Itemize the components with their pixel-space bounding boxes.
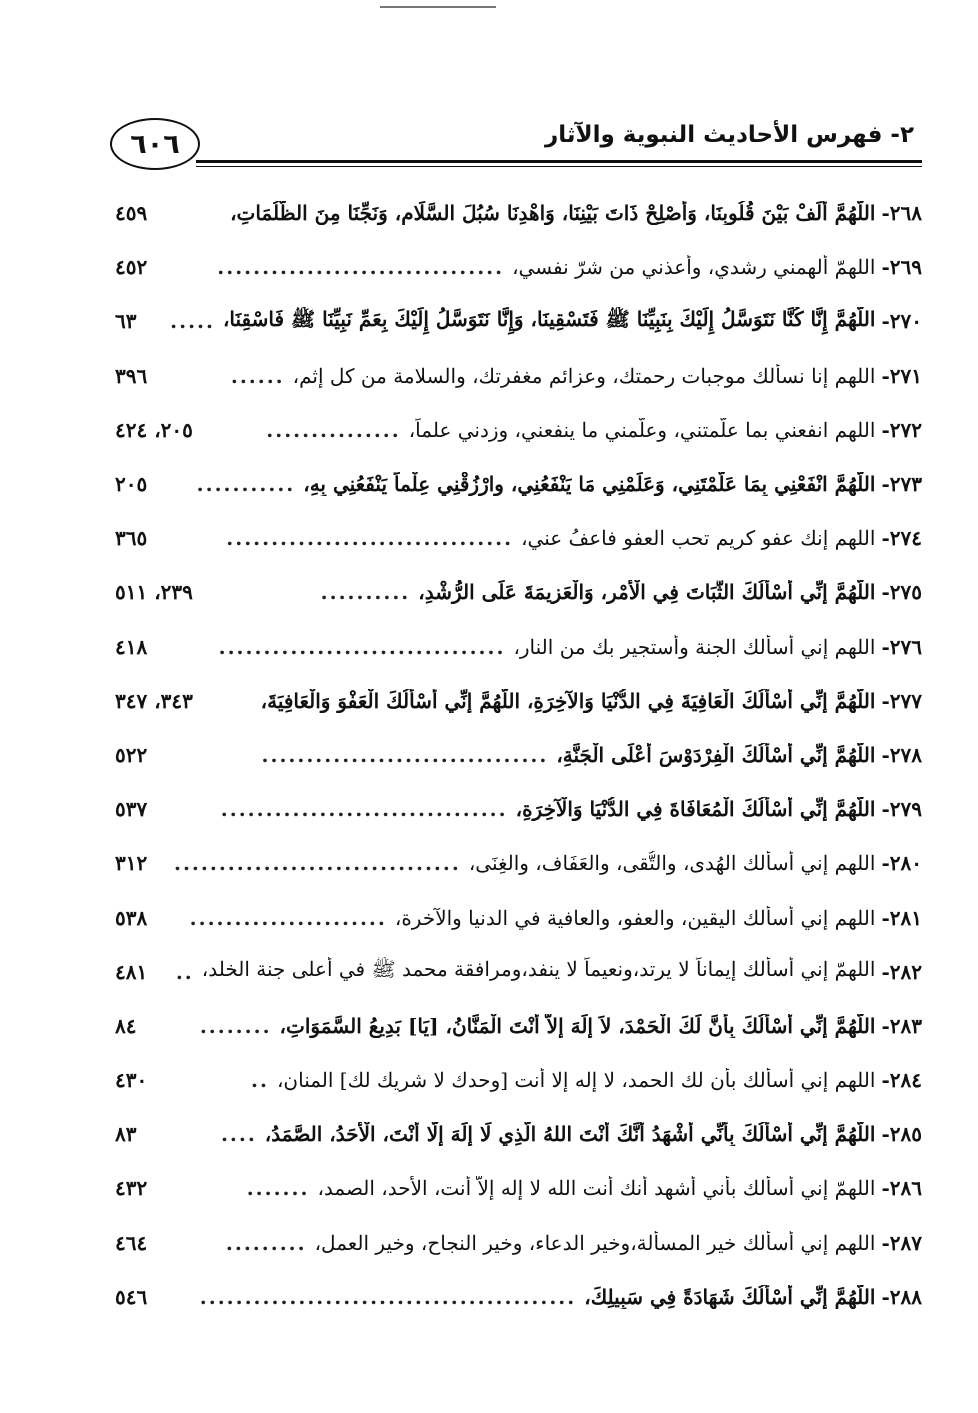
page-references: ٢٣٩، ٥١١ bbox=[115, 580, 193, 605]
entry-number: ٢٧٤- bbox=[881, 526, 922, 551]
page-references: ٦٣ bbox=[115, 309, 137, 334]
entry-number: ٢٦٨- bbox=[881, 201, 922, 226]
leader-dots: ....... bbox=[246, 1176, 310, 1201]
page-references: ٥٣٧ bbox=[115, 797, 148, 822]
entry-text: اللَّهُمَّ إِنِّي أَسْأَلُكَ بِأَنَّ لَكَ الْحَمْدَ، لاَ إِلَهَ إِلاَّ أَنْتَ الْمَنَّانُ، [يَا] بَدِيعُ السَّمَوَاتِ، bbox=[279, 1013, 876, 1038]
page-references: ٤٥٩ bbox=[115, 201, 148, 226]
index-entry bbox=[115, 240, 922, 294]
entry-text: اللهمّ إني أسألك بأني أشهد أنك أنت الله لا إله إلاّ أنت، الأحد، الصمد، bbox=[317, 1176, 876, 1201]
index-entry bbox=[115, 294, 922, 348]
entry-text: اللهم إني أسألك بأن لك الحمد، لا إله إلا أنت [وحدك لا شريك لك] المنان، bbox=[276, 1068, 876, 1093]
entry-text: اللَّهُمَّ إِنِّي أَسْأَلُكَ الْفِرْدَوْسَ أَعْلَى الْجَنَّةِ، bbox=[556, 742, 876, 767]
leader-dots: ............... bbox=[266, 417, 401, 442]
entry-number: ٢٧١- bbox=[881, 363, 922, 388]
leader-dots: ................................ bbox=[220, 797, 508, 822]
leader-dots: ................................ bbox=[218, 634, 506, 659]
leader-dots: .......... bbox=[320, 580, 411, 605]
entry-number: ٢٨٢- bbox=[881, 959, 922, 984]
entry-text: اللهم إنا نسألك موجبات رحمتك، وعزائم مغفرتك، والسلامة من كل إثم، bbox=[292, 363, 876, 388]
page-references: ٥٣٨ bbox=[115, 905, 148, 930]
entry-number: ٢٨٨- bbox=[881, 1284, 922, 1309]
index-entry bbox=[115, 620, 922, 674]
section-title: ٢- فهرس الأحاديث النبوية والآثار bbox=[544, 122, 914, 148]
entry-text: اللَّهُمَّ انْفَعْنِي بِمَا عَلَّمْتَنِي، وَعَلِّمْنِي مَا يَنْفَعُنِي، وارْزُقْنِي عِلْماً يَنْفَعُنِي بِهِ، bbox=[303, 472, 876, 497]
entry-text: اللَّهُمَّ إِنِّي أَسْأَلُكَ الْعَافِيَةَ فِي الدُّنْيَا وَالآخِرَةِ، اللَّهُمَّ إِنِّي أَسْأَلُكَ الْعَفْوَ وَالْعَافِيَةَ، bbox=[260, 688, 876, 713]
leader-dots: ................................ bbox=[217, 255, 505, 280]
entry-text: اللهم إني أسألك اليقين، والعفو، والعافية في الدنيا والآخرة، bbox=[394, 905, 876, 930]
index-entry bbox=[115, 1161, 922, 1215]
index-entry bbox=[115, 186, 922, 240]
entry-number: ٢٨٤- bbox=[881, 1068, 922, 1093]
index-entry bbox=[115, 836, 922, 890]
entry-text: اللَّهُمَّ إِنِّي أَسْأَلُكَ بِأَنِّي أَشْهَدُ أَنَّكَ أَنْتَ اللهُ الَّذِي لَا إِلَهَ إِلَّا أَنْتَ، الْأَحَدُ، الصَّمَدُ، bbox=[264, 1122, 876, 1147]
leader-dots: .......................................... bbox=[199, 1284, 577, 1309]
page-references: ٨٣ bbox=[115, 1122, 137, 1147]
leader-dots: .. bbox=[175, 959, 194, 984]
page-references: ٤٦٤ bbox=[115, 1230, 148, 1255]
index-entry bbox=[115, 1270, 922, 1324]
entry-text: اللَّهُمَّ إِنِّي أَسْأَلُكَ الثَّبَاتَ فِي الْأَمْرِ، وَالْعَزِيمَةَ عَلَى الرُّشْدِ، bbox=[418, 580, 876, 605]
index-entry bbox=[115, 403, 922, 457]
page-header bbox=[110, 118, 922, 184]
leader-dots: .... bbox=[220, 1122, 257, 1147]
entry-number: ٢٨٦- bbox=[881, 1176, 922, 1201]
index-entry bbox=[115, 1216, 922, 1270]
entry-number: ٢٧٧- bbox=[881, 688, 922, 713]
entry-text: اللهم إنك عفو كريم تحب العفو فاعفُ عني، bbox=[521, 526, 876, 551]
leader-dots: ...................... bbox=[189, 905, 387, 930]
page-references: ٤٣٢ bbox=[115, 1176, 148, 1201]
leader-dots: ................................ bbox=[261, 742, 549, 767]
index-entry bbox=[115, 674, 922, 728]
entry-text: اللَّهُمَّ إِنِّي أَسْأَلُكَ الْمُعَافَاةَ فِي الدُّنْيَا وَالْآخِرَةِ، bbox=[515, 797, 876, 822]
entry-number: ٢٧٥- bbox=[881, 580, 922, 605]
entry-text: اللهم إني أسألك خير المسألة،وخير الدعاء، وخير النجاح، وخير العمل، bbox=[314, 1230, 876, 1255]
page-references: ٥٢٢ bbox=[115, 742, 148, 767]
leader-dots: ................................ bbox=[174, 851, 461, 876]
entry-text: اللهمّ إني أسألك إيماناً لا يرتد،ونعيماً لا ينفد،ومرافقة محمد ﷺ في أعلى جنة الخلد، bbox=[201, 957, 876, 982]
leader-dots: ................................ bbox=[226, 526, 514, 551]
entry-number: ٢٦٩- bbox=[881, 255, 922, 280]
page-references: ٤٨١ bbox=[115, 959, 148, 984]
index-entry bbox=[115, 1053, 922, 1107]
page-references: ٣٤٣، ٣٤٧ bbox=[115, 688, 193, 713]
index-entry bbox=[115, 890, 922, 944]
entry-number: ٢٨٥- bbox=[881, 1122, 922, 1147]
page-references: ٨٤ bbox=[115, 1013, 137, 1038]
index-entry bbox=[115, 999, 922, 1053]
entry-number: ٢٨٧- bbox=[881, 1230, 922, 1255]
entry-number: ٢٨١- bbox=[881, 905, 922, 930]
index-entry bbox=[115, 945, 922, 999]
entry-text: اللهم انفعني بما علّمتني، وعلّمني ما ينفعني، وزدني علماً، bbox=[408, 417, 876, 442]
page-references: ٤٥٢ bbox=[115, 255, 148, 280]
page-references: ٥٤٦ bbox=[115, 1284, 148, 1309]
page-references: ٣١٢ bbox=[115, 851, 148, 876]
page-references: ٣٦٥ bbox=[115, 526, 148, 551]
page-references: ٢٠٥ bbox=[115, 472, 148, 497]
index-entry bbox=[115, 782, 922, 836]
entry-text: اللهم إني أسألك الهُدى، والتُّقى، والعَفَاف، والغِنَى، bbox=[468, 851, 876, 876]
leader-dots: .. bbox=[251, 1068, 269, 1093]
index-entry bbox=[115, 1107, 922, 1161]
entry-number: ٢٧٢- bbox=[881, 417, 922, 442]
header-rule bbox=[196, 160, 922, 163]
index-entry bbox=[115, 728, 922, 782]
entry-number: ٢٨٠- bbox=[881, 851, 922, 876]
entry-number: ٢٧٦- bbox=[881, 634, 922, 659]
entry-text: اللهم إني أسألك الجنة وأستجير بك من النار، bbox=[513, 634, 876, 659]
index-entry bbox=[115, 565, 922, 619]
entry-text: اللهمّ ألهمني رشدي، وأعذني من شرّ نفسي، bbox=[512, 255, 876, 280]
entry-number: ٢٧٠- bbox=[881, 309, 922, 334]
entry-text: اللَّهُمَّ إِنِّي أَسْأَلُكَ شَهَادَةً فِي سَبِيلِكَ، bbox=[584, 1284, 876, 1309]
leader-dots: ..... bbox=[170, 309, 215, 334]
page-references: ٤٣٠ bbox=[115, 1068, 148, 1093]
leader-dots: ......... bbox=[225, 1230, 307, 1255]
entry-number: ٢٨٣- bbox=[881, 1013, 922, 1038]
entry-number: ٢٧٣- bbox=[881, 472, 922, 497]
page-number: ٦٠٦ bbox=[110, 118, 200, 170]
entry-number: ٢٧٨- bbox=[881, 742, 922, 767]
header-rule-thin bbox=[196, 166, 922, 167]
index-entry bbox=[115, 349, 922, 403]
entry-text: اللَّهُمَّ إِنَّا كُنَّا نَتَوَسَّلُ إِلَيْكَ بِنَبِيِّنَا ﷺ فَتَسْقِينَا، وَإِنَّا نَتَوَسَّلُ إِلَيْكَ بِعَمِّ نَبِيِّنَا ﷺ فَاسْقِنَا، bbox=[222, 306, 876, 331]
leader-dots: ........ bbox=[199, 1013, 272, 1038]
index-entry bbox=[115, 511, 922, 565]
entry-text: اللَّهُمَّ أَلِّفْ بَيْنَ قُلُوبِنَا، وَأَصْلِحْ ذَاتَ بَيْنِنَا، وَاهْدِنَا سُبُلَ السَّلَامِ، وَنَجِّنَا مِنَ الظُّلُمَاتِ، bbox=[230, 201, 876, 226]
hadith-index-list bbox=[115, 186, 922, 1324]
page-references: ٣٩٦ bbox=[115, 363, 148, 388]
leader-dots: ........... bbox=[196, 472, 296, 497]
page-references: ٢٠٥، ٤٢٤ bbox=[115, 417, 193, 442]
page-references: ٤١٨ bbox=[115, 634, 148, 659]
entry-number: ٢٧٩- bbox=[881, 797, 922, 822]
leader-dots: ...... bbox=[230, 363, 285, 388]
index-entry bbox=[115, 457, 922, 511]
top-rule bbox=[380, 6, 496, 8]
